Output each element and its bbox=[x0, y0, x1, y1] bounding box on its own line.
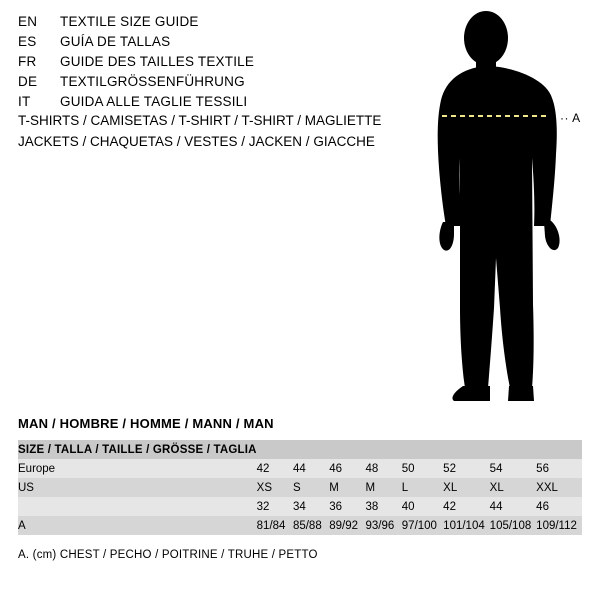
row-cell: 93/96 bbox=[366, 516, 402, 535]
row-cell: 54 bbox=[490, 459, 537, 478]
measure-letter: A bbox=[572, 111, 581, 125]
measure-dash: ·· bbox=[560, 111, 569, 125]
table-footnote: A. (cm) CHEST / PECHO / POITRINE / TRUHE / PETTO bbox=[18, 549, 318, 561]
row-cell: 44 bbox=[293, 459, 329, 478]
table-row bbox=[18, 516, 582, 535]
row-cell: 52 bbox=[443, 459, 490, 478]
row-cell: 42 bbox=[257, 459, 293, 478]
row-cell: M bbox=[366, 478, 402, 497]
language-text: GUÍA DE TALLAS bbox=[60, 34, 171, 49]
row-label: Europe bbox=[18, 459, 257, 478]
row-cell: M bbox=[329, 478, 365, 497]
row-cell: 89/92 bbox=[329, 516, 365, 535]
row-cell: XS bbox=[257, 478, 293, 497]
language-code: EN bbox=[18, 14, 38, 29]
row-cell: 56 bbox=[536, 459, 582, 478]
row-cell: 42 bbox=[443, 497, 490, 516]
measure-label-a bbox=[560, 111, 581, 125]
row-cell: 101/104 bbox=[443, 516, 490, 535]
table-row bbox=[18, 497, 582, 516]
row-cell: 32 bbox=[257, 497, 293, 516]
row-cell: 50 bbox=[402, 459, 443, 478]
row-cell: XL bbox=[490, 478, 537, 497]
table-header-cell bbox=[329, 440, 365, 459]
language-code: IT bbox=[18, 94, 31, 109]
row-cell: 85/88 bbox=[293, 516, 329, 535]
table-header-cell bbox=[443, 440, 490, 459]
table-header-cell bbox=[536, 440, 582, 459]
table-header-cell bbox=[293, 440, 329, 459]
language-code: ES bbox=[18, 34, 37, 49]
row-label: A bbox=[18, 516, 257, 535]
row-cell: 34 bbox=[293, 497, 329, 516]
row-cell: 46 bbox=[329, 459, 365, 478]
row-cell: 38 bbox=[366, 497, 402, 516]
language-row bbox=[18, 34, 418, 54]
table-title: MAN / HOMBRE / HOMME / MANN / MAN bbox=[18, 416, 274, 431]
table-header-label: SIZE / TALLA / TAILLE / GRÖSSE / TAGLIA bbox=[18, 440, 257, 459]
row-cell: 36 bbox=[329, 497, 365, 516]
table-row bbox=[18, 459, 582, 478]
row-cell: XL bbox=[443, 478, 490, 497]
table-header-cell bbox=[366, 440, 402, 459]
row-cell: L bbox=[402, 478, 443, 497]
category-jackets: JACKETS / CHAQUETAS / VESTES / JACKEN / GIACCHE bbox=[18, 134, 375, 149]
table-row bbox=[18, 478, 582, 497]
row-label bbox=[18, 497, 257, 516]
language-list bbox=[18, 14, 418, 114]
row-cell: 44 bbox=[490, 497, 537, 516]
size-table-wrap bbox=[18, 440, 582, 535]
row-cell: 109/112 bbox=[536, 516, 582, 535]
language-text: TEXTILGRÖSSENFÜHRUNG bbox=[60, 74, 245, 89]
row-cell: S bbox=[293, 478, 329, 497]
row-cell: 97/100 bbox=[402, 516, 443, 535]
language-row bbox=[18, 14, 418, 34]
category-list bbox=[18, 110, 438, 152]
row-cell: 40 bbox=[402, 497, 443, 516]
table-header-cell bbox=[490, 440, 537, 459]
language-code: FR bbox=[18, 54, 37, 69]
row-cell: XXL bbox=[536, 478, 582, 497]
row-cell: 48 bbox=[366, 459, 402, 478]
language-text: TEXTILE SIZE GUIDE bbox=[60, 14, 199, 29]
language-row bbox=[18, 74, 418, 94]
language-code: DE bbox=[18, 74, 38, 89]
category-tshirts: T-SHIRTS / CAMISETAS / T-SHIRT / T-SHIRT / MAGLIETTE bbox=[18, 113, 382, 128]
table-header-cell bbox=[402, 440, 443, 459]
size-table bbox=[18, 440, 582, 535]
table-header-cell bbox=[257, 440, 293, 459]
male-silhouette-icon bbox=[410, 8, 600, 408]
row-cell: 105/108 bbox=[490, 516, 537, 535]
row-cell: 46 bbox=[536, 497, 582, 516]
language-row bbox=[18, 54, 418, 74]
row-cell: 81/84 bbox=[257, 516, 293, 535]
table-header-row bbox=[18, 440, 582, 459]
body-figure bbox=[410, 8, 600, 408]
language-text: GUIDA ALLE TAGLIE TESSILI bbox=[60, 94, 248, 109]
language-text: GUIDE DES TAILLES TEXTILE bbox=[60, 54, 255, 69]
row-label: US bbox=[18, 478, 257, 497]
